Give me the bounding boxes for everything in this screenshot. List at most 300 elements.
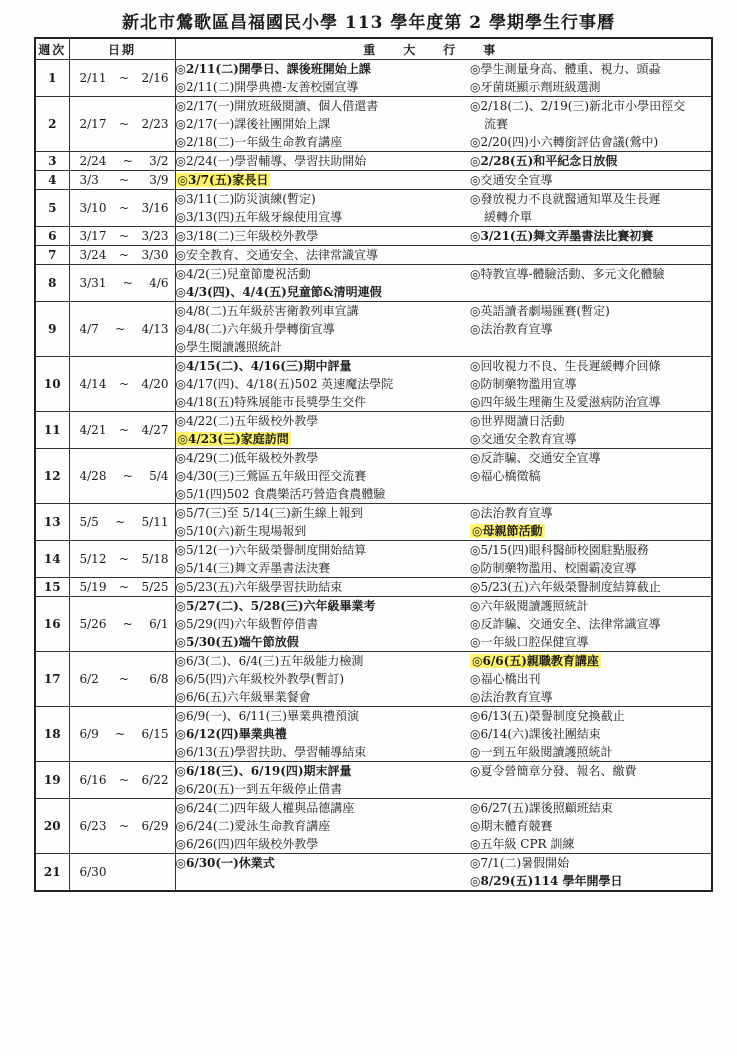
event-text: ◎4/22(二)五年級校外教學 bbox=[175, 414, 319, 428]
event-item bbox=[470, 633, 711, 651]
event-item bbox=[176, 338, 471, 356]
date-separator: ~ bbox=[118, 248, 130, 262]
event-item bbox=[470, 541, 711, 559]
table-row bbox=[35, 265, 712, 302]
date-start: 6/2 bbox=[79, 672, 99, 686]
date-range bbox=[69, 246, 175, 265]
table-row bbox=[35, 504, 712, 541]
events-column-right bbox=[470, 799, 711, 853]
events-column-left bbox=[176, 597, 471, 651]
event-text: ◎6/3(二)、6/4(三)五年級能力檢測 bbox=[175, 654, 364, 668]
event-text: ◎4/8(二)五年級菸害衛教列車宣講 bbox=[175, 304, 359, 318]
table-row bbox=[35, 597, 712, 652]
event-text: 緩轉介單 bbox=[484, 210, 533, 224]
table-row bbox=[35, 152, 712, 171]
event-text: ◎四年級生理衛生及愛滋病防治宣導 bbox=[470, 395, 661, 409]
events-cell bbox=[175, 854, 712, 892]
highlighted-event bbox=[470, 652, 711, 670]
date-range bbox=[69, 578, 175, 597]
events-column-left bbox=[176, 652, 471, 706]
event-item bbox=[176, 208, 471, 226]
events-cell bbox=[175, 707, 712, 762]
event-item bbox=[176, 597, 471, 615]
event-item bbox=[176, 152, 471, 170]
events-column-left bbox=[176, 227, 471, 245]
event-text: ◎防制藥物濫用宣導 bbox=[470, 377, 577, 391]
event-item bbox=[470, 393, 711, 411]
events-column-left bbox=[176, 190, 471, 226]
date-separator: ~ bbox=[118, 229, 130, 243]
event-item bbox=[176, 133, 471, 151]
event-item bbox=[470, 559, 711, 577]
event-item bbox=[470, 854, 711, 872]
event-item bbox=[176, 115, 471, 133]
table-row bbox=[35, 412, 712, 449]
date-start: 3/10 bbox=[79, 201, 107, 215]
events-column-left bbox=[176, 152, 471, 170]
event-text: ◎6/9(一)、6/11(三)畢業典禮預演 bbox=[175, 709, 359, 723]
table-row bbox=[35, 171, 712, 190]
header-date: 日期 bbox=[69, 38, 175, 60]
date-range bbox=[69, 265, 175, 302]
events-column-right bbox=[470, 652, 711, 706]
week-number: 16 bbox=[35, 597, 69, 652]
event-text: ◎6/13(五)榮譽制度兌換截止 bbox=[470, 709, 625, 723]
event-item bbox=[470, 375, 711, 393]
event-text: ◎5/23(五)六年級榮譽制度結算截止 bbox=[470, 580, 661, 594]
date-end: 5/4 bbox=[149, 469, 169, 483]
event-text: ◎3/7(五)家長日 bbox=[177, 173, 269, 187]
events-column-left bbox=[176, 762, 471, 798]
event-text: ◎2/17(一)課後社團開始上課 bbox=[175, 117, 331, 131]
date-range bbox=[69, 854, 175, 892]
date-separator: ~ bbox=[122, 154, 133, 168]
date-separator: ~ bbox=[115, 515, 126, 529]
table-header-row bbox=[35, 38, 712, 60]
week-number: 12 bbox=[35, 449, 69, 504]
events-cell bbox=[175, 449, 712, 504]
date-start: 2/17 bbox=[79, 117, 107, 131]
events-column-right bbox=[470, 707, 711, 761]
table-row bbox=[35, 541, 712, 578]
event-item bbox=[470, 743, 711, 761]
table-row bbox=[35, 449, 712, 504]
week-number: 19 bbox=[35, 762, 69, 799]
event-text: 流賽 bbox=[484, 117, 509, 131]
table-row bbox=[35, 799, 712, 854]
event-item bbox=[470, 615, 711, 633]
event-item bbox=[470, 152, 711, 170]
event-item bbox=[470, 171, 711, 189]
event-item bbox=[470, 115, 711, 133]
event-item bbox=[176, 762, 471, 780]
events-cell bbox=[175, 97, 712, 152]
event-text: ◎6/24(二)四年級人權與品德講座 bbox=[175, 801, 355, 815]
event-item bbox=[470, 707, 711, 725]
events-column-left bbox=[176, 412, 471, 448]
event-item bbox=[470, 762, 711, 780]
date-separator: ~ bbox=[118, 201, 130, 215]
week-number: 10 bbox=[35, 357, 69, 412]
event-text: ◎6/14(六)課後社團結束 bbox=[470, 727, 601, 741]
events-column-right bbox=[470, 762, 711, 798]
event-item bbox=[176, 190, 471, 208]
event-text: ◎學生閱讀護照統計 bbox=[175, 340, 282, 354]
events-column-right bbox=[470, 190, 711, 226]
events-column-right bbox=[470, 854, 711, 890]
event-item bbox=[470, 190, 711, 208]
event-text: ◎2/28(五)和平紀念日放假 bbox=[470, 154, 618, 168]
events-cell bbox=[175, 265, 712, 302]
table-row bbox=[35, 227, 712, 246]
event-text: ◎3/13(四)五年級牙線使用宣導 bbox=[175, 210, 343, 224]
date-range bbox=[69, 171, 175, 190]
event-text: ◎2/24(一)學習輔導、學習扶助開始 bbox=[175, 154, 367, 168]
date-start: 5/19 bbox=[79, 580, 107, 594]
events-column-left bbox=[176, 578, 471, 596]
event-item bbox=[176, 320, 471, 338]
events-cell bbox=[175, 152, 712, 171]
event-text: ◎5/12(一)六年級榮譽制度開始結算 bbox=[175, 543, 367, 557]
event-text: ◎5/14(三)舞文弄墨書法決賽 bbox=[175, 561, 331, 575]
event-item bbox=[176, 854, 471, 872]
date-end: 4/6 bbox=[149, 276, 169, 290]
date-start: 3/31 bbox=[79, 276, 107, 290]
event-item bbox=[470, 78, 711, 96]
event-item bbox=[176, 302, 471, 320]
events-column-right bbox=[470, 412, 711, 448]
table-row bbox=[35, 652, 712, 707]
week-number: 2 bbox=[35, 97, 69, 152]
event-item bbox=[176, 780, 471, 798]
event-text: ◎4/30(三)三鶯區五年級田徑交流賽 bbox=[175, 469, 367, 483]
events-cell bbox=[175, 504, 712, 541]
highlighted-event bbox=[470, 522, 711, 540]
events-column-right bbox=[470, 227, 711, 245]
event-item bbox=[470, 597, 711, 615]
events-cell bbox=[175, 171, 712, 190]
date-start: 6/23 bbox=[79, 819, 107, 833]
event-item bbox=[176, 725, 471, 743]
event-item bbox=[470, 725, 711, 743]
event-text: ◎母親節活動 bbox=[472, 524, 543, 538]
event-item bbox=[176, 375, 471, 393]
event-text: ◎6/27(五)課後照顧班結束 bbox=[470, 801, 613, 815]
date-range bbox=[69, 302, 175, 357]
event-text: ◎6/20(五)一到五年級停止借書 bbox=[175, 782, 343, 796]
date-separator: ~ bbox=[118, 672, 130, 686]
table-row bbox=[35, 97, 712, 152]
event-text: ◎7/1(二)暑假開始 bbox=[470, 856, 570, 870]
event-item bbox=[176, 707, 471, 725]
week-number: 17 bbox=[35, 652, 69, 707]
date-range bbox=[69, 227, 175, 246]
events-column-right bbox=[470, 152, 711, 170]
events-column-right bbox=[470, 60, 711, 96]
date-start: 2/11 bbox=[79, 71, 107, 85]
table-row bbox=[35, 854, 712, 892]
table-row bbox=[35, 302, 712, 357]
event-text: ◎6/30(一)休業式 bbox=[175, 856, 275, 870]
events-column-right bbox=[470, 97, 711, 151]
event-item bbox=[470, 320, 711, 338]
event-item bbox=[470, 467, 711, 485]
event-text: ◎交通安全宣導 bbox=[470, 173, 553, 187]
date-start: 4/14 bbox=[79, 377, 107, 391]
date-end: 6/29 bbox=[141, 819, 169, 833]
event-text: ◎交通安全教育宣導 bbox=[470, 432, 577, 446]
event-item bbox=[176, 541, 471, 559]
event-text: ◎4/23(三)家庭訪問 bbox=[177, 432, 289, 446]
date-start: 6/16 bbox=[79, 773, 107, 787]
date-range bbox=[69, 412, 175, 449]
event-text: ◎6/24(二)愛泳生命教育講座 bbox=[175, 819, 331, 833]
event-text: ◎英語讀者劇場匯賽(暫定) bbox=[470, 304, 610, 318]
events-cell bbox=[175, 799, 712, 854]
events-column-right bbox=[470, 246, 711, 264]
week-number: 14 bbox=[35, 541, 69, 578]
event-text: ◎5/1(四)502 食農樂活巧營造食農體驗 bbox=[175, 487, 386, 501]
table-row bbox=[35, 357, 712, 412]
events-column-left bbox=[176, 97, 471, 151]
date-separator: ~ bbox=[118, 377, 130, 391]
events-column-left bbox=[176, 357, 471, 411]
date-end: 5/25 bbox=[141, 580, 169, 594]
event-text: ◎牙菌斑顯示劑班級選測 bbox=[470, 80, 601, 94]
event-item bbox=[176, 60, 471, 78]
date-end: 5/18 bbox=[141, 552, 169, 566]
event-item bbox=[176, 283, 471, 301]
event-item bbox=[176, 615, 471, 633]
event-text: ◎期末體育競賽 bbox=[470, 819, 553, 833]
event-text: ◎3/21(五)舞文弄墨書法比賽初賽 bbox=[470, 229, 654, 243]
event-text: ◎福心橋出刊 bbox=[470, 672, 541, 686]
events-column-right bbox=[470, 302, 711, 356]
date-range bbox=[69, 190, 175, 227]
event-text: ◎6/18(三)、6/19(四)期末評量 bbox=[175, 764, 352, 778]
calendar-body bbox=[35, 60, 712, 892]
event-text: ◎4/8(二)六年級升學轉銜宣導 bbox=[175, 322, 335, 336]
event-item bbox=[470, 799, 711, 817]
event-text: ◎反詐騙、交通安全、法律常識宣導 bbox=[470, 617, 661, 631]
event-text: ◎防制藥物濫用、校園霸凌宣導 bbox=[470, 561, 637, 575]
event-text: ◎4/15(二)、4/16(三)期中評量 bbox=[175, 359, 352, 373]
event-text: ◎8/29(五)114 學年開學日 bbox=[470, 874, 623, 888]
event-text: ◎6/26(四)四年級校外教學 bbox=[175, 837, 319, 851]
week-number: 8 bbox=[35, 265, 69, 302]
events-column-right bbox=[470, 171, 711, 189]
week-number: 11 bbox=[35, 412, 69, 449]
date-start: 4/7 bbox=[79, 322, 99, 336]
event-item bbox=[176, 559, 471, 577]
events-column-right bbox=[470, 578, 711, 596]
highlighted-event bbox=[176, 171, 471, 189]
event-text: ◎五年級 CPR 訓練 bbox=[470, 837, 575, 851]
date-start: 2/24 bbox=[79, 154, 107, 168]
event-item bbox=[176, 522, 471, 540]
event-text: ◎學生測量身高、體重、視力、頭蝨 bbox=[470, 62, 661, 76]
week-number: 9 bbox=[35, 302, 69, 357]
event-item bbox=[470, 430, 711, 448]
date-separator: ~ bbox=[118, 117, 130, 131]
week-number: 20 bbox=[35, 799, 69, 854]
table-row bbox=[35, 60, 712, 97]
date-separator: ~ bbox=[118, 552, 130, 566]
event-text: ◎5/29(四)六年級暫停借書 bbox=[175, 617, 319, 631]
date-end: 6/22 bbox=[141, 773, 169, 787]
date-end: 3/23 bbox=[141, 229, 169, 243]
date-separator: ~ bbox=[118, 173, 130, 187]
events-cell bbox=[175, 190, 712, 227]
event-text: ◎法治教育宣導 bbox=[470, 506, 553, 520]
date-separator: ~ bbox=[122, 617, 133, 631]
events-cell bbox=[175, 246, 712, 265]
date-range bbox=[69, 597, 175, 652]
events-column-left bbox=[176, 854, 471, 890]
date-end: 4/27 bbox=[141, 423, 169, 437]
date-end: 3/2 bbox=[149, 154, 169, 168]
event-item bbox=[470, 60, 711, 78]
date-start: 6/9 bbox=[79, 727, 99, 741]
date-range bbox=[69, 707, 175, 762]
date-start: 3/3 bbox=[79, 173, 99, 187]
date-start: 3/24 bbox=[79, 248, 107, 262]
event-text: ◎5/27(二)、5/28(三)六年級畢業考 bbox=[175, 599, 376, 613]
event-item bbox=[176, 688, 471, 706]
date-end: 4/13 bbox=[141, 322, 169, 336]
event-item bbox=[176, 97, 471, 115]
date-start: 3/17 bbox=[79, 229, 107, 243]
table-row bbox=[35, 762, 712, 799]
event-text: ◎5/7(三)至 5/14(三)新生線上報到 bbox=[175, 506, 363, 520]
table-row bbox=[35, 707, 712, 762]
date-end: 2/16 bbox=[141, 71, 169, 85]
date-start: 5/26 bbox=[79, 617, 107, 631]
events-column-right bbox=[470, 357, 711, 411]
date-end: 4/20 bbox=[141, 377, 169, 391]
events-column-left bbox=[176, 504, 471, 540]
event-text: ◎6/12(四)畢業典禮 bbox=[175, 727, 287, 741]
event-item bbox=[176, 670, 471, 688]
event-item bbox=[470, 817, 711, 835]
date-range bbox=[69, 762, 175, 799]
date-separator: ~ bbox=[115, 322, 126, 336]
event-text: ◎反詐騙、交通安全宣導 bbox=[470, 451, 601, 465]
header-week: 週次 bbox=[35, 38, 69, 60]
date-separator: ~ bbox=[122, 276, 133, 290]
date-end: 5/11 bbox=[141, 515, 169, 529]
event-text: ◎5/30(五)端午節放假 bbox=[175, 635, 299, 649]
date-end: 3/9 bbox=[149, 173, 169, 187]
event-item bbox=[176, 227, 471, 245]
event-text: ◎4/29(二)低年級校外教學 bbox=[175, 451, 319, 465]
week-number: 13 bbox=[35, 504, 69, 541]
date-separator: ~ bbox=[118, 423, 130, 437]
event-text: ◎2/11(二)開學日、課後班開始上課 bbox=[175, 62, 371, 76]
date-end: 3/16 bbox=[141, 201, 169, 215]
event-text: ◎發放視力不良就醫通知單及生長遲 bbox=[470, 192, 661, 206]
event-text: ◎4/18(五)特殊展能市長獎學生交件 bbox=[175, 395, 367, 409]
date-range bbox=[69, 799, 175, 854]
event-item bbox=[470, 265, 711, 283]
event-text: ◎回收視力不良、生長遲緩轉介回條 bbox=[470, 359, 661, 373]
event-item bbox=[470, 670, 711, 688]
event-item bbox=[176, 652, 471, 670]
date-range bbox=[69, 357, 175, 412]
event-item bbox=[176, 467, 471, 485]
date-end: 6/15 bbox=[141, 727, 169, 741]
event-text: ◎3/11(二)防災演練(暫定) bbox=[175, 192, 316, 206]
date-start: 5/5 bbox=[79, 515, 99, 529]
date-end: 3/30 bbox=[141, 248, 169, 262]
date-range bbox=[69, 541, 175, 578]
event-text: ◎6/6(五)親職教育講座 bbox=[472, 654, 599, 668]
event-item bbox=[176, 78, 471, 96]
events-column-left bbox=[176, 265, 471, 301]
events-cell bbox=[175, 762, 712, 799]
event-text: ◎世界閱讀日活動 bbox=[470, 414, 565, 428]
events-column-right bbox=[470, 541, 711, 577]
event-item bbox=[470, 357, 711, 375]
date-start: 5/12 bbox=[79, 552, 107, 566]
week-number: 21 bbox=[35, 854, 69, 892]
events-cell bbox=[175, 597, 712, 652]
event-item bbox=[470, 208, 711, 226]
event-item bbox=[176, 449, 471, 467]
week-number: 15 bbox=[35, 578, 69, 597]
event-text: ◎3/18(二)三年級校外教學 bbox=[175, 229, 319, 243]
date-separator: ~ bbox=[118, 71, 130, 85]
event-item bbox=[470, 97, 711, 115]
event-text: ◎安全教育、交通安全、法律常識宣導 bbox=[175, 248, 378, 262]
week-number: 3 bbox=[35, 152, 69, 171]
date-separator: ~ bbox=[118, 580, 130, 594]
event-item bbox=[176, 412, 471, 430]
week-number: 7 bbox=[35, 246, 69, 265]
event-text: ◎5/23(五)六年級學習扶助結束 bbox=[175, 580, 343, 594]
events-column-left bbox=[176, 799, 471, 853]
event-item bbox=[470, 688, 711, 706]
week-number: 5 bbox=[35, 190, 69, 227]
events-cell bbox=[175, 541, 712, 578]
table-row bbox=[35, 578, 712, 597]
school-calendar-table bbox=[34, 37, 713, 892]
event-text: ◎4/17(四)、4/18(五)502 英速魔法學院 bbox=[175, 377, 394, 391]
event-text: ◎福心橋徵稿 bbox=[470, 469, 541, 483]
date-start: 4/21 bbox=[79, 423, 107, 437]
event-item bbox=[176, 817, 471, 835]
event-text: ◎六年級閱讀護照統計 bbox=[470, 599, 589, 613]
date-separator: ~ bbox=[122, 469, 133, 483]
event-item bbox=[470, 302, 711, 320]
event-text: ◎4/3(四)、4/4(五)兒童節&清明連假 bbox=[175, 285, 382, 299]
date-range bbox=[69, 504, 175, 541]
events-cell bbox=[175, 652, 712, 707]
event-text: ◎5/15(四)眼科醫師校園駐點服務 bbox=[470, 543, 649, 557]
event-item bbox=[470, 227, 711, 245]
week-number: 4 bbox=[35, 171, 69, 190]
event-text: ◎一到五年級閱讀護照統計 bbox=[470, 745, 613, 759]
event-item bbox=[470, 504, 711, 522]
table-row bbox=[35, 246, 712, 265]
event-item bbox=[176, 393, 471, 411]
event-item bbox=[176, 578, 471, 596]
events-column-right bbox=[470, 449, 711, 503]
week-number: 6 bbox=[35, 227, 69, 246]
date-start: 4/28 bbox=[79, 469, 107, 483]
date-end: 6/8 bbox=[149, 672, 169, 686]
events-cell bbox=[175, 60, 712, 97]
